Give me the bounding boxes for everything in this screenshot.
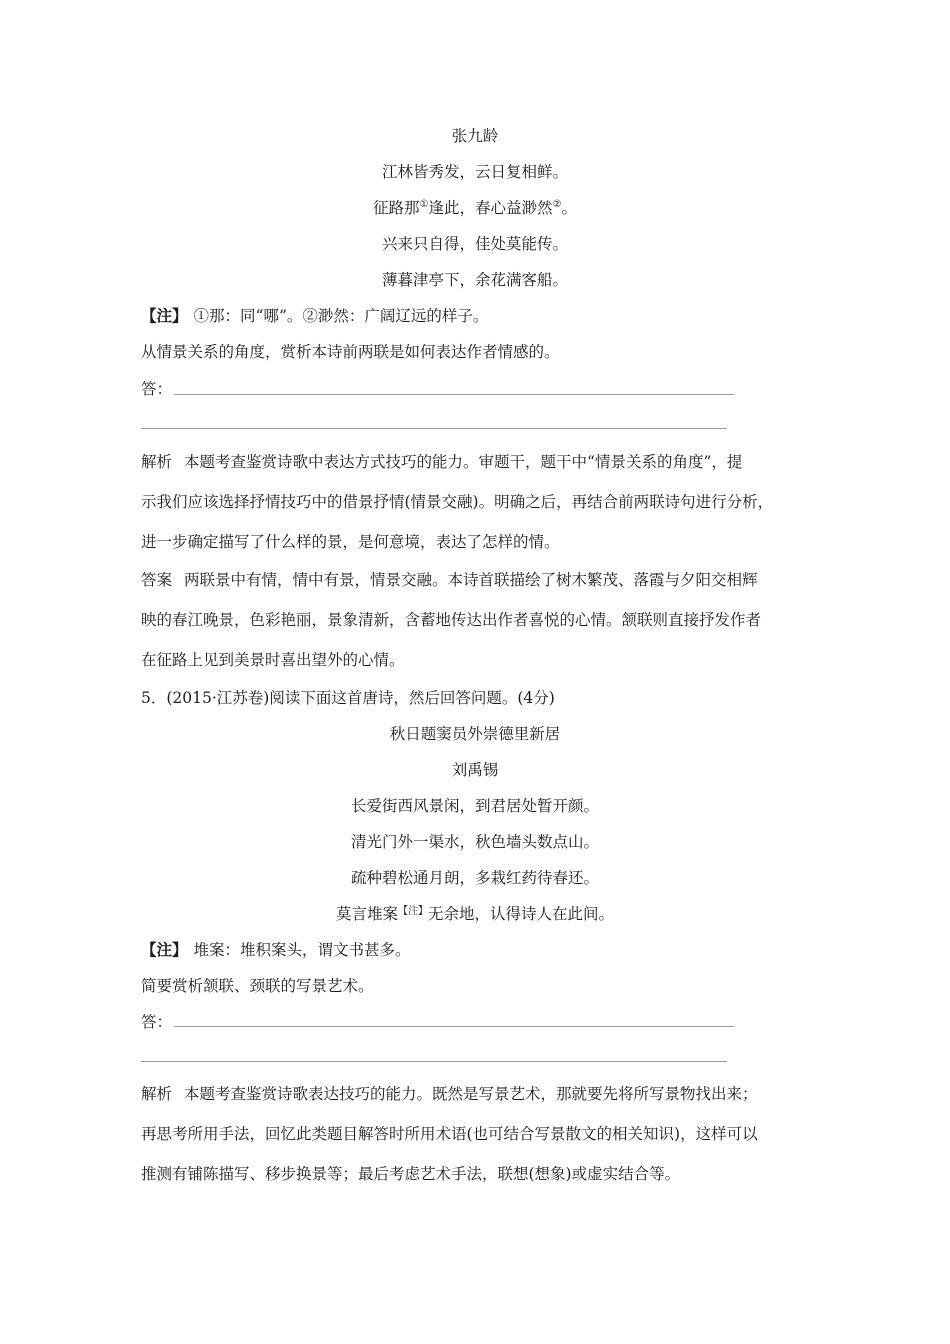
poem-line-4: 薄暮津亭下，余花满客船。 [381, 271, 568, 289]
footnote-ref-2: ② [552, 199, 562, 210]
answer-line[interactable] [141, 428, 727, 429]
analysis-paragraph: 解析 本题考查鉴赏诗歌中表达方式技巧的能力。审题干，题干中“情景关系的角度”，提 [141, 453, 743, 471]
analysis-line: 再思考所用手法，回忆此类题目解答时所用术语(也可结合写景散文的相关知识)，这样可以 [141, 1125, 758, 1143]
poem-note: 【注】 ①那：同“哪”。②渺然：广阔辽远的样子。 [141, 306, 489, 325]
poem-author: 张九龄 [451, 127, 499, 145]
question-5-header: 5．(2015·江苏卷)阅读下面这首唐诗，然后回答问题。(4分) [141, 689, 555, 707]
poem-line-2: 清光门外一渠水，秋色墙头数点山。 [350, 833, 599, 851]
poem-title: 秋日题窦员外崇德里新居 [389, 725, 561, 743]
answer-text-line: 映的春江晚景，色彩艳丽，景象清新，含蓄地传达出作者喜悦的心情。颔联则直接抒发作者 [141, 611, 762, 629]
footnote-ref-1: ① [419, 199, 429, 210]
analysis-paragraph: 解析 本题考查鉴赏诗歌表达技巧的能力。既然是写景艺术，那就要先将所写景物找出来； [141, 1085, 758, 1103]
answer-label: 答： [141, 380, 173, 398]
question-prompt: 简要赏析颔联、颈联的写景艺术。 [141, 977, 374, 995]
poem-line-3: 兴来只自得，佳处莫能传。 [381, 235, 568, 253]
poem-line-4: 莫言堆案$^{【注】}$无余地，认得诗人在此间。 [335, 905, 615, 923]
answer-line[interactable] [174, 1026, 734, 1027]
analysis-line: 示我们应该选择抒情技巧中的借景抒情(情景交融)。明确之后，再结合前两联诗句进行分析， [141, 493, 774, 511]
analysis-line: 进一步确定描写了什么样的景，是何意境，表达了怎样的情。 [141, 533, 560, 551]
answer-text-line: 在征路上见到美景时喜出望外的心情。 [141, 651, 405, 669]
answer-line[interactable] [141, 1061, 727, 1062]
poem-note: 【注】 堆案：堆积案头，谓文书甚多。 [141, 940, 411, 959]
answer-paragraph: 答案 两联景中有情，情中有景，情景交融。本诗首联描绘了树木繁茂、落霞与夕阳交相辉 [141, 571, 758, 589]
question-prompt: 从情景关系的角度，赏析本诗前两联是如何表达作者情感的。 [141, 343, 560, 361]
poem-line-1: 长爱街西风景闲，到君居处暂开颜。 [350, 797, 599, 815]
poem-line-3: 疏种碧松通月朗，多栽红药待春还。 [350, 869, 599, 887]
answer-label: 答： [141, 1013, 173, 1031]
answer-line[interactable] [174, 394, 734, 395]
footnote-ref: 【注】 [398, 906, 428, 917]
poem-line-2: 征路那①逢此，春心益渺然②。 [373, 199, 577, 217]
poem-line-1: 江林皆秀发，云日复相鲜。 [381, 163, 568, 181]
poem-author: 刘禹锡 [451, 761, 499, 779]
analysis-line: 推测有铺陈描写、移步换景等；最后考虑艺术手法，联想(想象)或虚实结合等。 [141, 1165, 681, 1183]
